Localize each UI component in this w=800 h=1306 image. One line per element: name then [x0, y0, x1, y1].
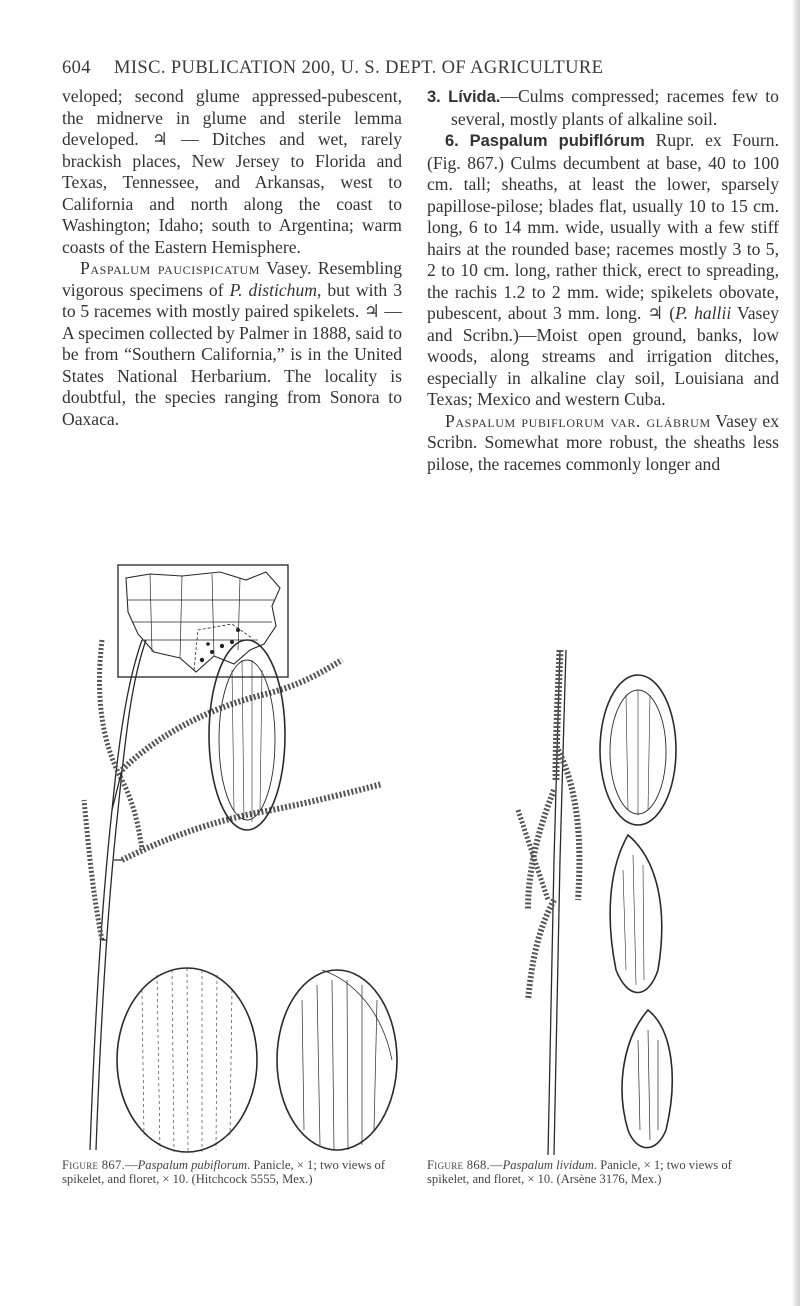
spikelet-view-1: [600, 675, 676, 825]
left-column: [62, 86, 402, 430]
page-edge-shadow: [792, 0, 800, 1306]
distribution-map: [118, 565, 288, 677]
figure-867-illustration: [62, 560, 407, 1155]
figure-868-illustration: [498, 640, 698, 1160]
floret-drawing: [622, 1010, 672, 1148]
panicle-drawing: [518, 650, 579, 1155]
floret-drawing: [277, 970, 397, 1150]
species-author: Rupr. ex Fourn. (Fig. 867.): [427, 130, 779, 173]
paucispicatum-paragraph: [62, 258, 402, 430]
spikelet-view-2: [610, 835, 662, 993]
key-item-number: 3.: [427, 88, 441, 106]
key-item-name: Lívida.: [448, 88, 501, 106]
species-description: Resembling vigorous specimens of: [62, 258, 402, 300]
figure-label: Figure 867.: [62, 1158, 125, 1172]
running-header: [62, 58, 722, 79]
key-item-lividae: [427, 86, 779, 130]
variety-paragraph: [427, 411, 779, 476]
species-description-cont: , but with 3 to 5 racemes with mostly paired spikelets. ♃ — A specimen collected by Palmer in 1888, said to be from “Southern California,” is in the United States National Herbarium. The locality is doubtful, the species ranging from Sonora to Oaxaca.: [62, 279, 402, 429]
figure-species: Paspalum lividum: [502, 1158, 594, 1172]
right-column: [427, 86, 779, 475]
species-description: Culms decumbent at base, 40 to 100 cm. tall; sheaths, at least the lower, sparsely papillose-pilose; blades flat, usually 10 to 15 cm. long, 6 to 14 mm. wide, usually with a few stiff hairs at the rounded base; racemes mostly 3 to 5, 2 to 10 cm. long, rather thick, erect to spreading, the rachis 1.2 to 2 mm. wide; spikelets obovate, pubescent, about 3 mm. long. ♃ (: [427, 152, 779, 323]
figure-description: . Panicle, × 1; two views of spikelet, and floret, × 10. (Hitchcock 5555, Mex.): [62, 1158, 386, 1186]
synonym: P. hallii: [675, 303, 732, 323]
species-name: Paspalum pubiflórum: [469, 132, 645, 150]
figure-species: Paspalum pubiflorum: [137, 1158, 248, 1172]
figure-868-caption: [427, 1158, 777, 1186]
pubiflorum-paragraph: [427, 130, 779, 411]
spikelet-view-2: [117, 968, 257, 1152]
running-title: MISC. PUBLICATION 200, U. S. DEPT. OF AGRICULTURE: [113, 58, 604, 78]
paspalum-pubiflorum-drawing: [62, 560, 407, 1155]
key-item-text: —Culms compressed; racemes few to several, mostly plants of alkaline soil.: [451, 86, 779, 129]
paspalum-lividum-drawing: [498, 640, 698, 1160]
figure-867-caption: [62, 1158, 402, 1186]
variety-text: Vasey ex Scribn. Somewhat more robust, the sheaths less pilose, the racemes commonly longer and: [427, 410, 780, 474]
panicle-drawing: [84, 640, 382, 1150]
figure-description: . Panicle, × 1; two views of spikelet, and floret, × 10. (Arsène 3176, Mex.): [427, 1158, 732, 1186]
caption-dash: —: [490, 1158, 503, 1172]
species-author: Vasey.: [259, 258, 312, 278]
figure-label: Figure 868.: [427, 1158, 490, 1172]
caption-dash: —: [125, 1158, 138, 1172]
species-description-cont: Vasey and Scribn.)—Moist open ground, banks, low woods, along streams and irrigation ditches, especially in alkaline clay soil, Louisiana and Texas; Mexico and western Cuba.: [427, 303, 779, 409]
species-reference: P. distichum: [229, 279, 317, 300]
continued-paragraph: veloped; second glume appressed-pubescent, the midnerve in glume and sterile lemma developed. ♃ — Ditches and wet, rarely brackish places, New Jersey to Florida and Texas, Tennessee, and Arkansas, west to California and north along the coast to Washington; Idaho; south to Argentina; warm coasts of the Eastern Hemisphere.: [62, 86, 402, 257]
page-number: 604: [62, 58, 91, 78]
variety-name: Paspalum pubiflorum var. glábrum: [445, 410, 711, 431]
species-name: Paspalum paucispicatum: [80, 258, 260, 278]
species-number: 6.: [445, 132, 459, 150]
